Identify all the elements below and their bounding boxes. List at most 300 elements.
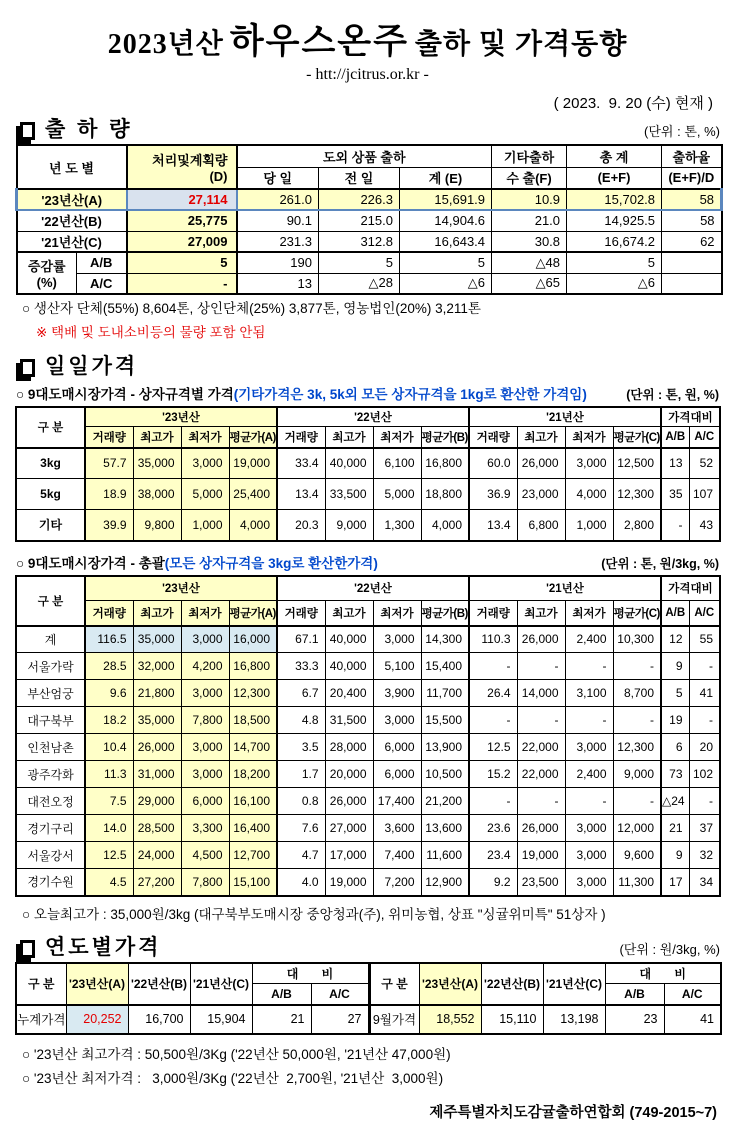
col-header-total: 총 계	[567, 145, 662, 167]
cell: 18.2	[85, 707, 133, 734]
cell: 5,000	[373, 479, 421, 510]
cell: 5	[319, 252, 400, 273]
row-label: 서울가락	[16, 653, 85, 680]
col-group-2021: '21년산	[469, 576, 661, 601]
cell: 3,000	[373, 707, 421, 734]
shipment-row-2023	[17, 189, 722, 210]
cell: 2,800	[613, 510, 661, 541]
cell: 11.3	[85, 761, 133, 788]
cell: 26,000	[517, 448, 565, 479]
col-header-outbound-group: 도외 상품 출하	[237, 145, 492, 167]
cell: 3,000	[373, 626, 421, 653]
cell: 25,400	[229, 479, 277, 510]
section-shipment-title: 출 하 량	[45, 118, 133, 141]
cell: 9.2	[469, 869, 517, 896]
col-header: 최저가	[565, 427, 613, 448]
row-label: 9월가격	[369, 1005, 419, 1034]
cell: 18,500	[229, 707, 277, 734]
title-brand: 하우스온주	[229, 22, 409, 61]
cell: 5	[567, 252, 662, 273]
cell: 31,500	[325, 707, 373, 734]
col-group-compare: 대 비	[252, 963, 369, 984]
cell: -	[565, 788, 613, 815]
col-header-rate2: (E+F)/D	[662, 167, 722, 189]
col-header: 최고가	[133, 601, 181, 626]
col-header-gubun: 구 분	[16, 576, 85, 626]
cell: 1,000	[565, 510, 613, 541]
cell: 26,000	[517, 815, 565, 842]
cell: 16,700	[128, 1005, 190, 1034]
row-label: A/B	[77, 252, 127, 273]
row-label: 서울강서	[16, 842, 85, 869]
col-header: 최저가	[373, 427, 421, 448]
col-group-2021: '21년산	[469, 407, 661, 427]
cell: 11,600	[421, 842, 469, 869]
cell: 312.8	[319, 231, 400, 252]
cell: 3,000	[181, 734, 229, 761]
cell: 35,000	[133, 707, 181, 734]
cell: 3,000	[565, 869, 613, 896]
cell: 26,000	[325, 788, 373, 815]
col-group-2022: '22년산	[277, 576, 469, 601]
col-header: A/C	[689, 601, 720, 626]
cell: 67.1	[277, 626, 325, 653]
cell: 3,000	[181, 680, 229, 707]
cell: 3.5	[277, 734, 325, 761]
page-title	[0, 0, 735, 64]
row-label: 누계가격	[16, 1005, 66, 1034]
cell: 15,110	[481, 1005, 543, 1034]
col-header: 최고가	[133, 427, 181, 448]
cell: 10,500	[421, 761, 469, 788]
title-year: 2023년산	[107, 29, 224, 60]
col-header: 거래량	[277, 601, 325, 626]
cell: -	[689, 788, 720, 815]
cell: 261.0	[237, 189, 319, 210]
cell: 20,000	[325, 761, 373, 788]
cell: 190	[237, 252, 319, 273]
cell: 13.4	[469, 510, 517, 541]
cell: 14,300	[421, 626, 469, 653]
cell: 10.9	[492, 189, 567, 210]
cell: 14,700	[229, 734, 277, 761]
cell: 4.0	[277, 869, 325, 896]
section-shipment-header	[15, 119, 720, 140]
report-date: ( 2023. 9. 20 (수) 현재 )	[553, 95, 713, 112]
market-row	[16, 734, 720, 761]
cell: 20,400	[325, 680, 373, 707]
cell: 35,000	[133, 448, 181, 479]
col-header: 평균가(C)	[613, 427, 661, 448]
cell: 9,000	[613, 761, 661, 788]
ratio-label: 증감률 (%)	[17, 252, 77, 294]
yearly-price-table	[15, 962, 722, 1035]
cell: 60.0	[469, 448, 517, 479]
cell: 33,500	[325, 479, 373, 510]
col-header: 최고가	[517, 601, 565, 626]
market-row	[16, 707, 720, 734]
market-row	[16, 869, 720, 896]
cell: 12,700	[229, 842, 277, 869]
cell: 3,000	[565, 815, 613, 842]
cell: 12,000	[613, 815, 661, 842]
cell: 11,300	[613, 869, 661, 896]
cell: 32,000	[133, 653, 181, 680]
site-url: - htt://jcitrus.or.kr -	[306, 66, 429, 83]
col-header: 최고가	[325, 601, 373, 626]
cell: 9	[661, 653, 689, 680]
cell: 35,000	[133, 626, 181, 653]
cell: 30.8	[492, 231, 567, 252]
row-label: '21년산(C)	[17, 231, 127, 252]
market-row	[16, 761, 720, 788]
cell: △6	[400, 273, 492, 294]
cell: 3,000	[565, 734, 613, 761]
cell: 4,000	[421, 510, 469, 541]
col-group-2023: '23년산	[85, 407, 277, 427]
row-label: A/C	[77, 273, 127, 294]
cell: 12	[661, 626, 689, 653]
cell: 37	[689, 815, 720, 842]
cell: 15,400	[421, 653, 469, 680]
cell: 13.4	[277, 479, 325, 510]
col-header: 평균가(B)	[421, 427, 469, 448]
cell: 18.9	[85, 479, 133, 510]
col-header: 최저가	[565, 601, 613, 626]
col-header: 최저가	[373, 601, 421, 626]
col-header: 거래량	[85, 601, 133, 626]
cell: 10.4	[85, 734, 133, 761]
cell: △65	[492, 273, 567, 294]
col-header: 거래량	[277, 427, 325, 448]
col-header-sum: 계 (E)	[400, 167, 492, 189]
cell: 6,000	[181, 788, 229, 815]
section-bullet-icon	[20, 122, 35, 140]
market-row	[16, 815, 720, 842]
market-row	[16, 788, 720, 815]
cell: 16,643.4	[400, 231, 492, 252]
cell: 6,100	[373, 448, 421, 479]
cell: 22,000	[517, 761, 565, 788]
cell: 26.4	[469, 680, 517, 707]
cell	[662, 273, 722, 294]
cell: 2,400	[565, 626, 613, 653]
cell: 3,000	[181, 448, 229, 479]
cell: -	[661, 510, 689, 541]
cell: 2,400	[565, 761, 613, 788]
cell: 17	[661, 869, 689, 896]
cell: 6,000	[373, 734, 421, 761]
col-header: 거래량	[469, 601, 517, 626]
cell: 14.0	[85, 815, 133, 842]
cell: 28,500	[133, 815, 181, 842]
cell: 16,400	[229, 815, 277, 842]
cell: 12,900	[421, 869, 469, 896]
cell: 27,200	[133, 869, 181, 896]
cell: 18,200	[229, 761, 277, 788]
cell: 21	[252, 1005, 311, 1034]
cell: 13,900	[421, 734, 469, 761]
shipment-unit-label: (단위 : 톤, %)	[644, 124, 720, 139]
min-price-note: ○ '23년산 최저가격 : 3,000원/3Kg ('22년산 2,700원, '21년산 3,000원)	[22, 1071, 444, 1086]
section-bullet-icon	[20, 359, 35, 377]
cell: 231.3	[237, 231, 319, 252]
cell: 19	[661, 707, 689, 734]
cell: 36.9	[469, 479, 517, 510]
shipment-row-2022	[17, 210, 722, 231]
cell: 27,114	[127, 189, 237, 210]
cell: 226.3	[319, 189, 400, 210]
cell: 40,000	[325, 448, 373, 479]
max-price-note: ○ '23년산 최고가격 : 50,500원/3Kg ('22년산 50,000원, '21년산 47,000원)	[22, 1046, 451, 1062]
cell: 102	[689, 761, 720, 788]
cell: 5	[127, 252, 237, 273]
cell: -	[613, 653, 661, 680]
cell: 43	[689, 510, 720, 541]
shipment-ratio-row-ab	[17, 252, 722, 273]
cell: 17,400	[373, 788, 421, 815]
cell: 62	[662, 231, 722, 252]
cell: 6	[661, 734, 689, 761]
market-price-paren: (모든 상자규격을 3kg로 환산한가격)	[164, 555, 378, 571]
cell: 11,700	[421, 680, 469, 707]
cell: 35	[661, 479, 689, 510]
col-header-21: '21년산(C)	[190, 963, 252, 1005]
cell: 23.4	[469, 842, 517, 869]
section-bullet-icon	[20, 940, 35, 958]
today-high-note: ○ 오늘최고가 : 35,000원/3kg (대구북부도매시장 중앙청과(주), 위미농협, 상표 "싱귤위미특" 51상자 )	[22, 906, 606, 922]
cell: 0.8	[277, 788, 325, 815]
cell: △24	[661, 788, 689, 815]
cell: 3,000	[181, 761, 229, 788]
row-label: '23년산(A)	[17, 189, 127, 210]
cell: 32	[689, 842, 720, 869]
box-price-paren: (기타가격은 3k, 5k외 모든 상자규격을 1kg로 환산한 가격임)	[233, 386, 587, 402]
cell: 21.0	[492, 210, 567, 231]
cell: 15,904	[190, 1005, 252, 1034]
producer-note: ○ 생산자 단체(55%) 8,604톤, 상인단체(25%) 3,877톤, 영농법인(20%) 3,211톤	[22, 301, 481, 316]
cell: 9.6	[85, 680, 133, 707]
cell: 3,100	[565, 680, 613, 707]
cell: 12,500	[613, 448, 661, 479]
col-group-compare: 가격대비	[661, 576, 720, 601]
cell: 15,500	[421, 707, 469, 734]
col-header-etc: 기타출하	[492, 145, 567, 167]
cell: 1,300	[373, 510, 421, 541]
cell: 6.7	[277, 680, 325, 707]
yearly-unit-label: (단위 : 원/3kg, %)	[619, 941, 720, 957]
row-label: 경기구리	[16, 815, 85, 842]
cell: 57.7	[85, 448, 133, 479]
cell: 38,000	[133, 479, 181, 510]
cell: 3,900	[373, 680, 421, 707]
col-header: A/B	[661, 601, 689, 626]
col-header: 평균가(B)	[421, 601, 469, 626]
cell: 9,000	[325, 510, 373, 541]
cell: 10,300	[613, 626, 661, 653]
cell: 110.3	[469, 626, 517, 653]
col-header: A/C	[689, 427, 720, 448]
cell: 21,200	[421, 788, 469, 815]
cell: -	[469, 653, 517, 680]
cell: 21,800	[133, 680, 181, 707]
section-daily-header	[15, 356, 720, 377]
market-row	[16, 842, 720, 869]
col-header: 최저가	[181, 601, 229, 626]
cell: 5,100	[373, 653, 421, 680]
cell: 28.5	[85, 653, 133, 680]
cell: 5	[400, 252, 492, 273]
cell: 34	[689, 869, 720, 896]
cell: 15,702.8	[567, 189, 662, 210]
cell: 58	[662, 210, 722, 231]
cell: 55	[689, 626, 720, 653]
cell: 27,000	[325, 815, 373, 842]
box-size-price-table	[15, 406, 721, 542]
cell: -	[469, 707, 517, 734]
cell: 4.5	[85, 869, 133, 896]
market-row	[16, 680, 720, 707]
cell: -	[689, 707, 720, 734]
cell: -	[613, 707, 661, 734]
cell: 20,252	[66, 1005, 128, 1034]
row-label: 기타	[16, 510, 85, 541]
cell: 116.5	[85, 626, 133, 653]
cell: 5,000	[181, 479, 229, 510]
col-header: 평균가(C)	[613, 601, 661, 626]
title-suffix: 출하 및 가격동향	[414, 29, 628, 60]
row-label: 부산엄궁	[16, 680, 85, 707]
col-header: 최고가	[517, 427, 565, 448]
cell: 26,000	[133, 734, 181, 761]
cell: 9	[661, 842, 689, 869]
cell: -	[517, 707, 565, 734]
cell: 24,000	[133, 842, 181, 869]
row-label: 경기수원	[16, 869, 85, 896]
cell: 27,009	[127, 231, 237, 252]
cell: 40,000	[325, 653, 373, 680]
cell: 14,904.6	[400, 210, 492, 231]
cell: 8,700	[613, 680, 661, 707]
cell: 15,100	[229, 869, 277, 896]
col-group-2023: '23년산	[85, 576, 277, 601]
cell: 52	[689, 448, 720, 479]
cell: 7,800	[181, 707, 229, 734]
cell: -	[517, 653, 565, 680]
col-header-23: '23년산(A)	[66, 963, 128, 1005]
cell: 9,800	[133, 510, 181, 541]
col-header: 거래량	[85, 427, 133, 448]
cell: 7,200	[373, 869, 421, 896]
cell: 13	[237, 273, 319, 294]
cell: 33.3	[277, 653, 325, 680]
cell: 4.7	[277, 842, 325, 869]
cell: 18,552	[419, 1005, 481, 1034]
cell: 15.2	[469, 761, 517, 788]
cell: 1,000	[181, 510, 229, 541]
cell: 22,000	[517, 734, 565, 761]
cell: 19,000	[517, 842, 565, 869]
cell: 33.4	[277, 448, 325, 479]
cell: -	[127, 273, 237, 294]
cell: 19,000	[229, 448, 277, 479]
market-row	[16, 653, 720, 680]
cell: 9,600	[613, 842, 661, 869]
col-header: A/B	[661, 427, 689, 448]
cell: 16,674.2	[567, 231, 662, 252]
cell: △28	[319, 273, 400, 294]
section-yearly-header	[15, 937, 720, 958]
shipment-ratio-row-ac	[17, 273, 722, 294]
cell: △6	[567, 273, 662, 294]
col-header: 거래량	[469, 427, 517, 448]
cell: 16,000	[229, 626, 277, 653]
col-header: 최저가	[181, 427, 229, 448]
row-label: 계	[16, 626, 85, 653]
col-header-22: '22년산(B)	[481, 963, 543, 1005]
cell: 4.8	[277, 707, 325, 734]
cell: 26,000	[517, 626, 565, 653]
cell: 23,000	[517, 479, 565, 510]
cell: 31,000	[133, 761, 181, 788]
box-price-subheader	[16, 383, 719, 403]
market-price-unit: (단위 : 톤, 원/3kg, %)	[601, 556, 719, 571]
cell: 23	[605, 1005, 664, 1034]
col-header-rate: 출하율	[662, 145, 722, 167]
cell: 13	[661, 448, 689, 479]
col-header: 최고가	[325, 427, 373, 448]
cell: 15,691.9	[400, 189, 492, 210]
cell: 41	[664, 1005, 721, 1034]
cell: 13,600	[421, 815, 469, 842]
cell: 27	[311, 1005, 369, 1034]
cell: 4,500	[181, 842, 229, 869]
box-size-row	[16, 479, 720, 510]
cell: 3,000	[565, 448, 613, 479]
cell: 4,200	[181, 653, 229, 680]
cell: 12.5	[469, 734, 517, 761]
col-group-2022: '22년산	[277, 407, 469, 427]
row-label: 광주각화	[16, 761, 85, 788]
col-header-23: '23년산(A)	[419, 963, 481, 1005]
row-label: 3kg	[16, 448, 85, 479]
box-size-row	[16, 448, 720, 479]
cell: 12,300	[613, 734, 661, 761]
cell: -	[689, 653, 720, 680]
cell: -	[517, 788, 565, 815]
cell: 39.9	[85, 510, 133, 541]
col-header-total2: (E+F)	[567, 167, 662, 189]
cell: 7.6	[277, 815, 325, 842]
cell: 12.5	[85, 842, 133, 869]
cell: 23.6	[469, 815, 517, 842]
cell: 19,000	[325, 869, 373, 896]
cell: 21	[661, 815, 689, 842]
shipment-row-2021	[17, 231, 722, 252]
cell: 7,400	[373, 842, 421, 869]
cell: 28,000	[325, 734, 373, 761]
cell: 14,925.5	[567, 210, 662, 231]
row-label: 인천남촌	[16, 734, 85, 761]
cell: 18,800	[421, 479, 469, 510]
row-label: '22년산(B)	[17, 210, 127, 231]
cell: 58	[662, 189, 722, 210]
col-header: 평균가(A)	[229, 427, 277, 448]
cell: 16,800	[421, 448, 469, 479]
col-header-22: '22년산(B)	[128, 963, 190, 1005]
col-header: A/C	[664, 984, 721, 1005]
col-header-export: 수 출(F)	[492, 167, 567, 189]
